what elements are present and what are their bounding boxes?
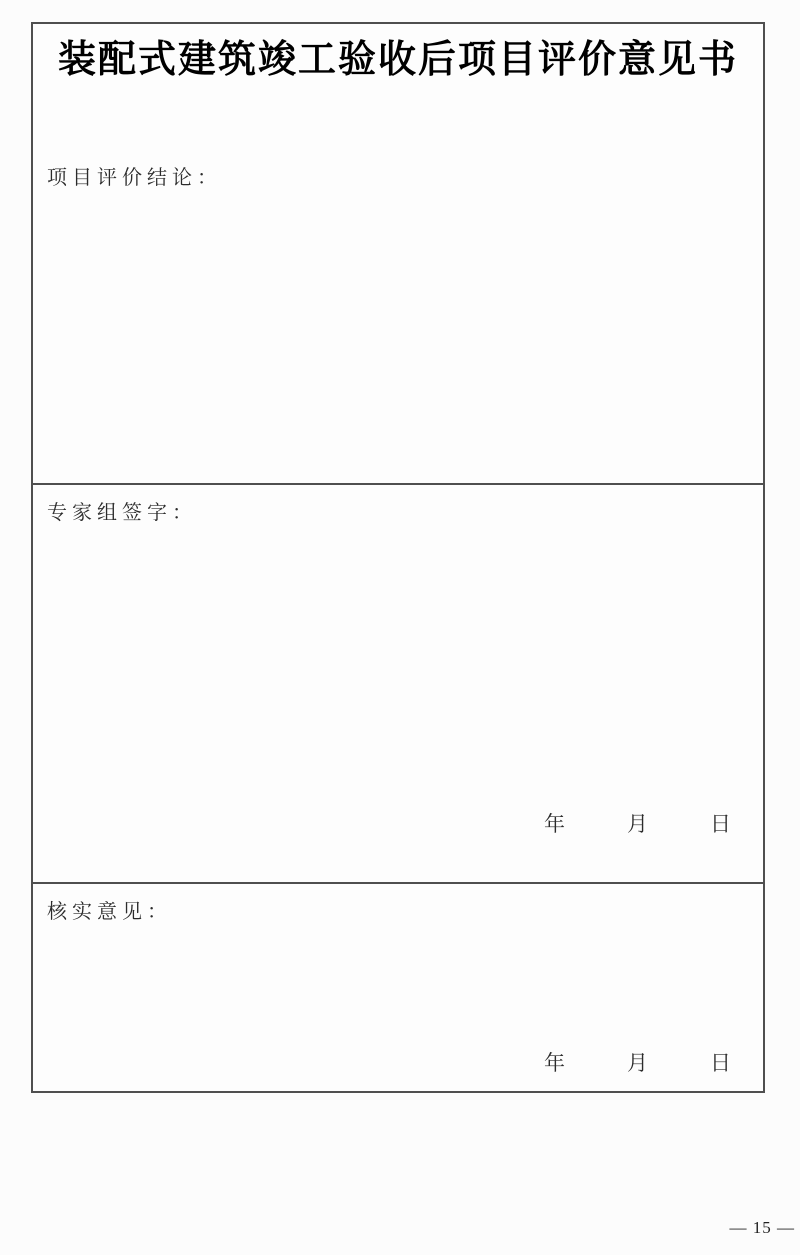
verify-month-label: 月 <box>627 1051 648 1075</box>
expert-day-label: 日 <box>710 812 731 836</box>
expert-year-label: 年 <box>544 812 565 836</box>
verify-year-label: 年 <box>544 1051 565 1075</box>
section-expert-signature <box>33 483 763 882</box>
evaluation-conclusion-label: 项目评价结论： <box>47 167 222 189</box>
form-border-box <box>31 22 765 1093</box>
page-number: — 15 — <box>729 1218 795 1237</box>
verify-day-label: 日 <box>710 1051 731 1075</box>
verify-date-row <box>47 1050 749 1076</box>
expert-date-row <box>47 811 749 837</box>
expert-month-label: 月 <box>627 812 648 836</box>
form-title: 装配式建筑竣工验收后项目评价意见书 <box>57 39 738 81</box>
expert-signature-label: 专家组签字： <box>47 502 197 524</box>
section-project-evaluation <box>33 24 763 483</box>
verification-opinion-label: 核实意见： <box>47 901 172 923</box>
section-verification-opinion <box>33 882 763 1091</box>
